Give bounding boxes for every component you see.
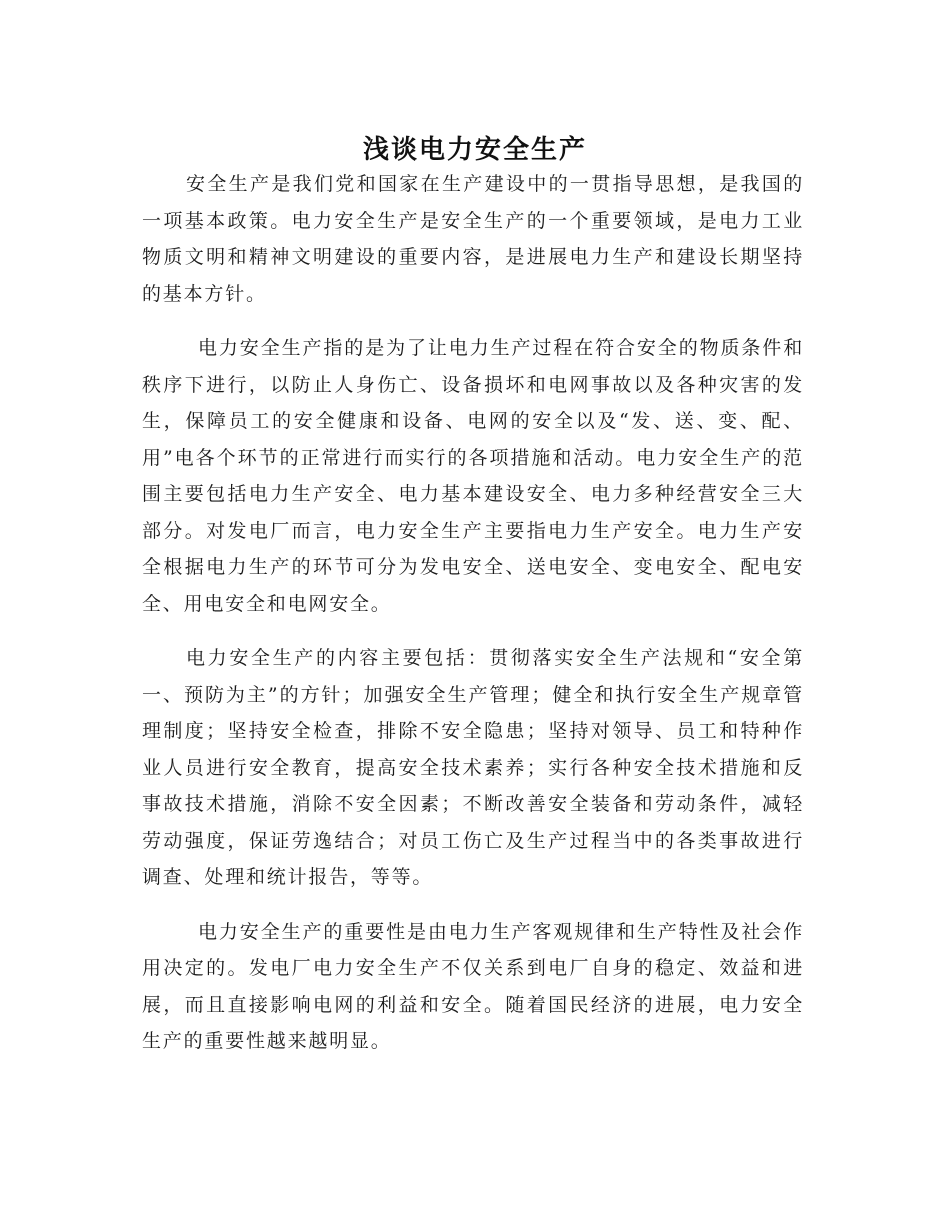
paragraph-2: 电力安全生产指的是为了让电力生产过程在符合安全的物质条件和秩序下进行，以防止人身伤亡、设备损坏和电网事故以及各种灾害的发生，保障员工的安全健康和设备、电网的安全以及“发、送、变、配、用”电各个环节的正常进行而实行的各项措施和活动。电力安全生产的范围主要包括电力生产安全、电力基本建设安全、电力多种经营安全三大部分。对发电厂而言，电力安全生产主要指电力生产安全。电力生产安全根据电力生产的环节可分为发电安全、送电安全、变电安全、配电安全、用电安全和电网安全。 (142, 337, 804, 615)
paragraph-3: 电力安全生产的内容主要包括：贯彻落实安全生产法规和“安全第一、预防为主”的方针；加强安全生产管理；健全和执行安全生产规章管理制度；坚持安全检查，排除不安全隐患；坚持对领导、员工和特种作业人员进行安全教育，提高安全技术素养；实行各种安全技术措施和反事故技术措施，消除不安全因素；不断改善安全装备和劳动条件，减轻劳动强度，保证劳逸结合；对员工伤亡及生产过程当中的各类事故进行调查、处理和统计报告，等等。 (142, 647, 804, 888)
document-title: 浅谈电力安全生产 (362, 135, 587, 166)
document-body (142, 166, 804, 1060)
paragraph-4: 电力安全生产的重要性是由电力生产客观规律和生产特性及社会作用决定的。发电厂电力安全生产不仅关系到电厂自身的稳定、效益和进展，而且直接影响电网的利益和安全。随着国民经济的进展，电力安全生产的重要性越来越明显。 (142, 920, 804, 1052)
paragraph-1: 安全生产是我们党和国家在生产建设中的一贯指导思想，是我国的一项基本政策。电力安全生产是安全生产的一个重要领域，是电力工业物质文明和精神文明建设的重要内容，是进展电力生产和建设长期坚持的基本方针。 (142, 173, 804, 305)
